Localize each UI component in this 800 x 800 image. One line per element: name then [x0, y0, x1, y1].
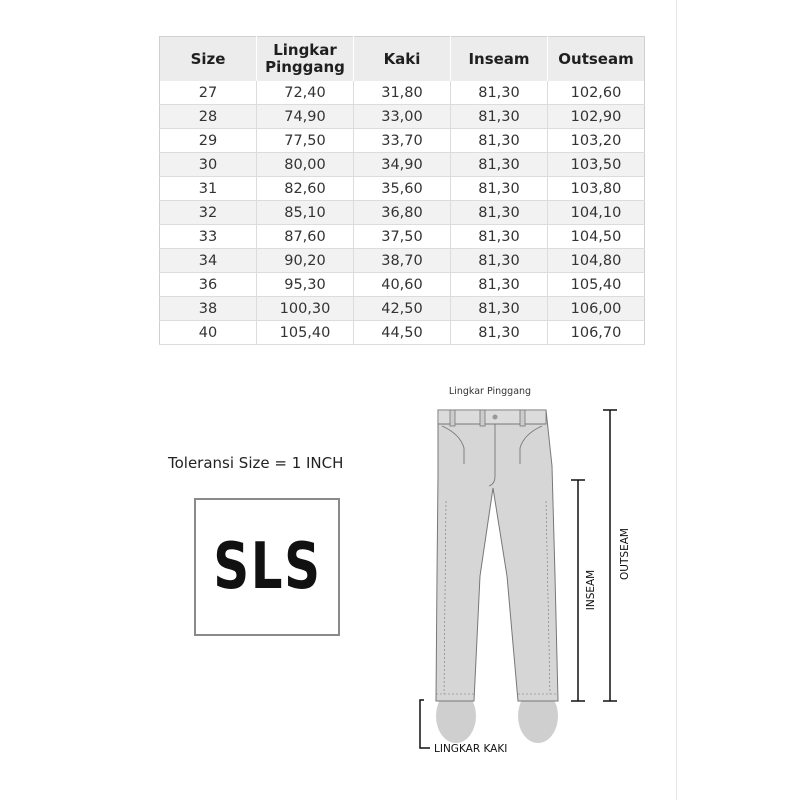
belt-loop: [450, 410, 455, 426]
table-cell: 104,50: [548, 225, 645, 249]
table-cell: 81,30: [451, 177, 548, 201]
header-waist-line1: Lingkar: [273, 41, 337, 59]
table-cell: 103,50: [548, 153, 645, 177]
button-icon: [493, 415, 498, 420]
table-cell: 72,40: [257, 81, 354, 105]
leg-opening-label: LINGKAR KAKI: [434, 743, 508, 755]
table-cell: 35,60: [354, 177, 451, 201]
table-header-row: [160, 37, 645, 82]
header-outseam: Outseam: [548, 37, 645, 82]
table-cell: 40: [160, 321, 257, 345]
table-body: [160, 81, 645, 345]
table-cell: 81,30: [451, 129, 548, 153]
table-row: [160, 129, 645, 153]
table-cell: 81,30: [451, 201, 548, 225]
table-cell: 34: [160, 249, 257, 273]
table-cell: 74,90: [257, 105, 354, 129]
table-cell: 82,60: [257, 177, 354, 201]
table-row: [160, 249, 645, 273]
table-cell: 104,80: [548, 249, 645, 273]
table-row: [160, 105, 645, 129]
table-cell: 81,30: [451, 225, 548, 249]
table-cell: 81,30: [451, 81, 548, 105]
outseam-label: OUTSEAM: [619, 528, 631, 580]
table-cell: 81,30: [451, 153, 548, 177]
table-cell: 32: [160, 201, 257, 225]
waist-label: Lingkar Pinggang: [448, 386, 532, 397]
table-cell: 81,30: [451, 297, 548, 321]
table-cell: 105,40: [548, 273, 645, 297]
size-chart-table: [159, 36, 645, 345]
table-row: [160, 177, 645, 201]
header-inseam: Inseam: [451, 37, 548, 82]
table-cell: 33,70: [354, 129, 451, 153]
table-cell: 87,60: [257, 225, 354, 249]
header-size: Size: [160, 37, 257, 82]
table-cell: 33,00: [354, 105, 451, 129]
brand-logo-box: [194, 498, 340, 636]
table-cell: 34,90: [354, 153, 451, 177]
table-cell: 40,60: [354, 273, 451, 297]
table-cell: 37,50: [354, 225, 451, 249]
table-row: [160, 201, 645, 225]
table-cell: 105,40: [257, 321, 354, 345]
table-row: [160, 297, 645, 321]
table-row: [160, 321, 645, 345]
table-cell: 102,60: [548, 81, 645, 105]
leg-opening-bracket: [420, 700, 430, 748]
table-cell: 95,30: [257, 273, 354, 297]
table-cell: 31: [160, 177, 257, 201]
table-cell: 85,10: [257, 201, 354, 225]
table-cell: 81,30: [451, 273, 548, 297]
header-kaki: Kaki: [354, 37, 451, 82]
table-cell: 81,30: [451, 321, 548, 345]
table-cell: 103,20: [548, 129, 645, 153]
header-waist: [257, 37, 354, 82]
table-cell: 36: [160, 273, 257, 297]
belt-loop: [480, 410, 485, 426]
table-cell: 36,80: [354, 201, 451, 225]
table-cell: 106,00: [548, 297, 645, 321]
table-cell: 102,90: [548, 105, 645, 129]
table-cell: 42,50: [354, 297, 451, 321]
table-cell: 106,70: [548, 321, 645, 345]
pants-measurement-diagram: [400, 376, 640, 766]
brand-logo-text: SLS: [212, 530, 322, 604]
page-divider: [676, 0, 677, 800]
table-cell: 30: [160, 153, 257, 177]
table-cell: 38: [160, 297, 257, 321]
table-cell: 81,30: [451, 105, 548, 129]
table-cell: 81,30: [451, 249, 548, 273]
table-cell: 104,10: [548, 201, 645, 225]
table-cell: 28: [160, 105, 257, 129]
table-cell: 27: [160, 81, 257, 105]
table-cell: 38,70: [354, 249, 451, 273]
table-row: [160, 153, 645, 177]
inseam-label: INSEAM: [585, 569, 597, 611]
tolerance-note: Toleransi Size = 1 INCH: [168, 454, 344, 472]
table-row: [160, 81, 645, 105]
table-cell: 100,30: [257, 297, 354, 321]
header-waist-line2: Pinggang: [265, 58, 345, 76]
table-row: [160, 273, 645, 297]
table-cell: 77,50: [257, 129, 354, 153]
pants-body: [436, 410, 558, 701]
table-cell: 33: [160, 225, 257, 249]
table-cell: 31,80: [354, 81, 451, 105]
table-cell: 29: [160, 129, 257, 153]
belt-loop: [520, 410, 525, 426]
table-cell: 103,80: [548, 177, 645, 201]
table-cell: 80,00: [257, 153, 354, 177]
table-cell: 44,50: [354, 321, 451, 345]
table-cell: 90,20: [257, 249, 354, 273]
table-row: [160, 225, 645, 249]
